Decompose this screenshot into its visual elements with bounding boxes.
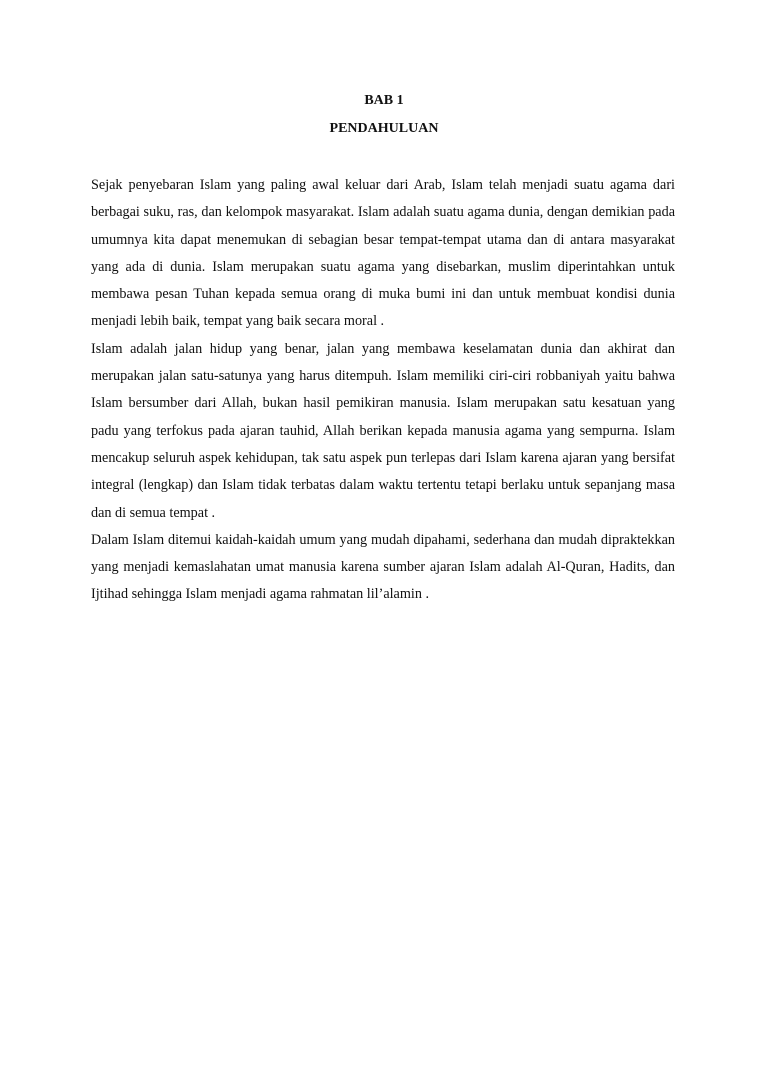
paragraph-1: Sejak penyebaran Islam yang paling awal keluar dari Arab, Islam telah menjadi suatu agama dari berbagai suku, ras, dan kelompok masyarakat. Islam adalah suatu agama dunia, dengan demikian pada umumnya kita dapat menemukan di sebagian besar tempat-tempat utama dan di antara masyarakat yang ada di dunia. Islam merupakan suatu agama yang disebarkan, muslim diperintahkan untuk membawa pesan Tuhan kepada semua orang di muka bumi ini dan untuk membuat kondisi dunia menjadi lebih baik, tempat yang baik secara moral . [91, 177, 675, 330]
body-text [91, 172, 675, 609]
paragraph-3: Dalam Islam ditemui kaidah-kaidah umum yang mudah dipahami, sederhana dan mudah dipraktekkan yang menjadi kemaslahatan umat manusia karena sumber ajaran Islam adalah Al-Quran, Hadits, dan Ijtihad sehingga Islam menjadi agama rahmatan lil’alamin . [91, 531, 675, 603]
chapter-heading: BAB 1 [364, 93, 404, 108]
chapter-title: PENDAHULUAN [329, 121, 439, 136]
paragraph-2: Islam adalah jalan hidup yang benar, jalan yang membawa keselamatan dunia dan akhirat dan merupakan jalan satu-satunya yang harus ditempuh. Islam memiliki ciri-ciri robbaniyah yaitu bahwa Islam bersumber dari Allah, bukan hasil pemikiran manusia. Islam merupakan satu kesatuan yang padu yang terfokus pada ajaran tauhid, Allah berikan kepada manusia agama yang sempurna. Islam mencakup seluruh aspek kehidupan, tak satu aspek pun terlepas dari Islam karena ajaran yang bersifat integral (lengkap) dan Islam tidak terbatas dalam waktu tertentu tetapi berlaku untuk sepanjang masa dan di semua tempat . [91, 340, 675, 521]
